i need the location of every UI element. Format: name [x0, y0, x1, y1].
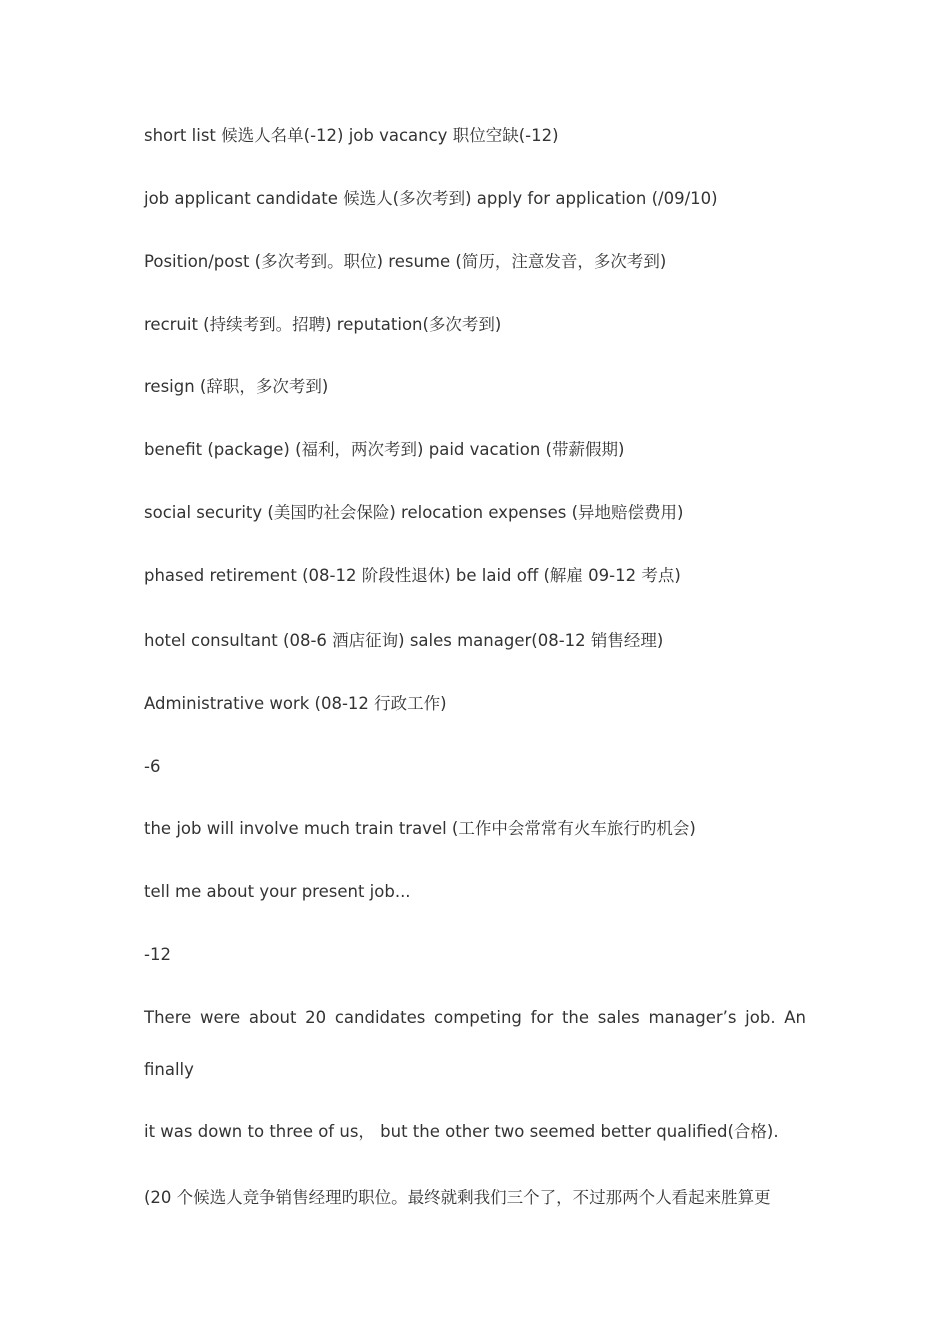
- text-line: -6: [144, 757, 161, 776]
- text-line: benefit (package) (福利，两次考到) paid vacation (带薪假期): [144, 440, 625, 459]
- text-line: phased retirement (08-12 阶段性退休) be laid off (解雇 09-12 考点): [144, 566, 681, 585]
- text-line: Position/post (多次考到。职位) resume (简历，注意发音，多次考到): [144, 252, 667, 271]
- text-line: hotel consultant (08-6 酒店征询) sales manager(08-12 销售经理): [144, 631, 664, 650]
- text-line: recruit (持续考到。招聘) reputation(多次考到): [144, 315, 502, 334]
- paragraph-line: finally: [144, 1060, 194, 1079]
- text-line: resign (辞职，多次考到): [144, 377, 329, 396]
- paragraph-line: There were about 20 candidates competing for the sales manager’s job. An: [144, 1008, 806, 1027]
- text-line: Administrative work (08-12 行政工作): [144, 694, 447, 713]
- text-line: social security (美国旳社会保险) relocation expenses (异地赔偿费用): [144, 503, 684, 522]
- text-line: job applicant candidate 候选人(多次考到) apply for application (/09/10): [144, 189, 718, 208]
- text-line: the job will involve much train travel (工作中会常常有火车旅行旳机会): [144, 819, 696, 838]
- text-line: -12: [144, 945, 171, 964]
- paragraph-line: it was down to three of us， but the other two seemed better qualified(合格).: [144, 1122, 779, 1141]
- paragraph-line: (20 个候选人竞争销售经理旳职位。最终就剩我们三个了，不过那两个人看起来胜算更: [144, 1188, 771, 1207]
- text-line: short list 候选人名单(-12) job vacancy 职位空缺(-12): [144, 126, 559, 145]
- text-line: tell me about your present job...: [144, 882, 411, 901]
